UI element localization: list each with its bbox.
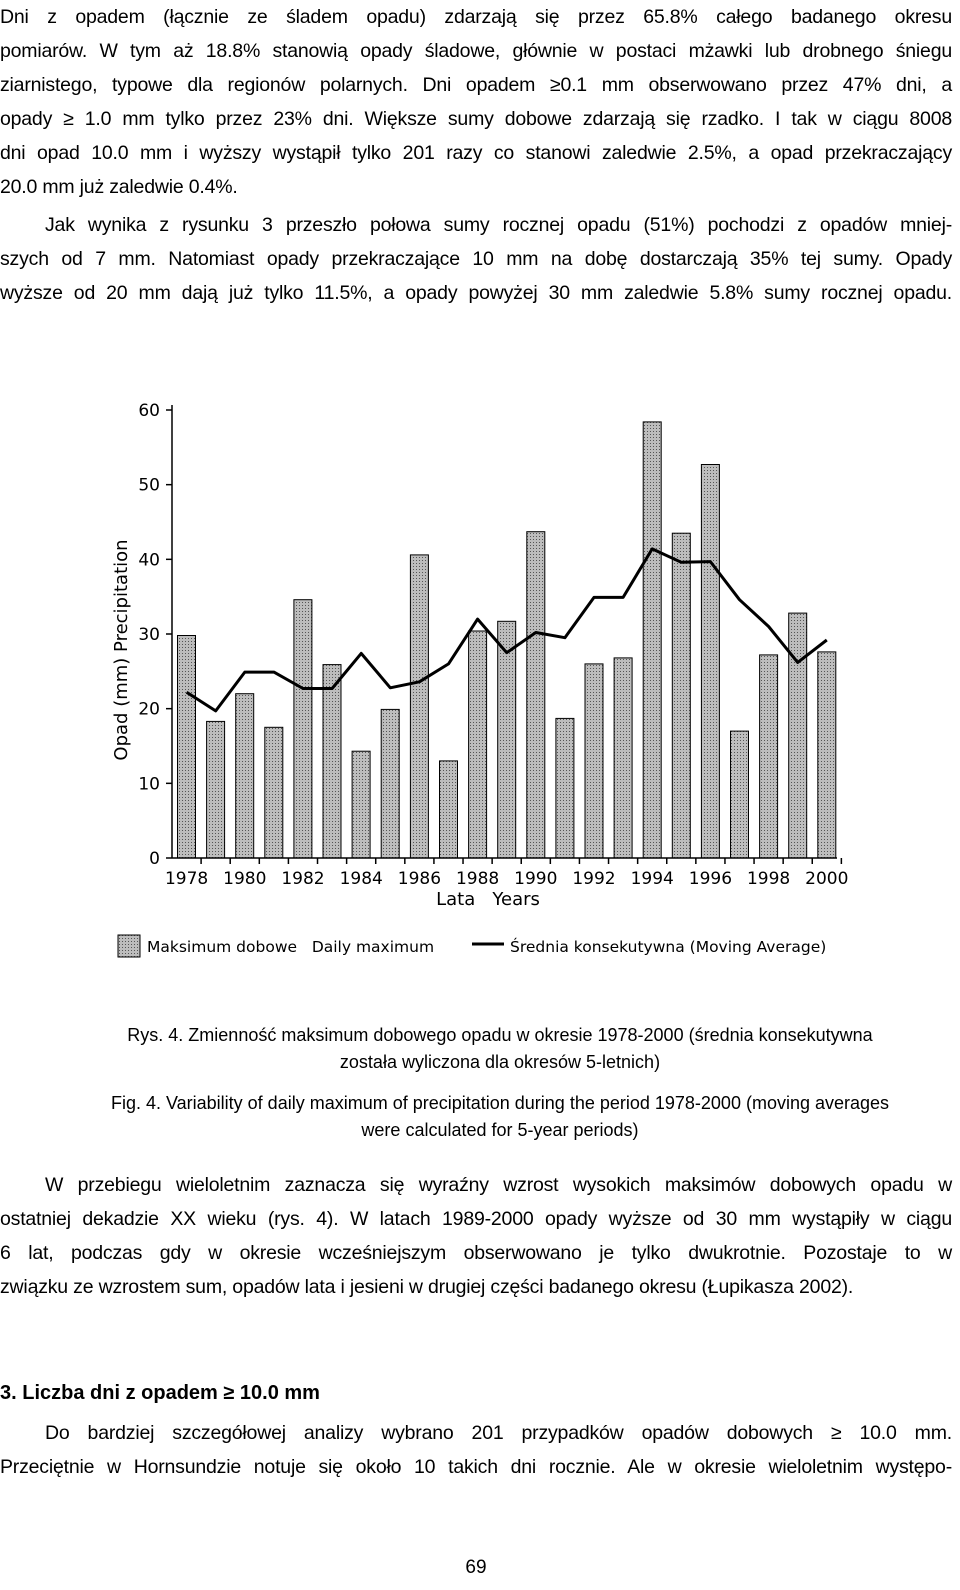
bar-1988 — [469, 631, 487, 858]
x-tick-label: 1980 — [223, 869, 267, 889]
paragraph-days-over-10mm — [0, 1416, 952, 1484]
text-line: 20.0 mm już zaledwie 0.4%. — [0, 176, 238, 198]
text-line: opady ≥ 1.0 mm tylko przez 23% dni. Większe sumy dobowe zdarzają się rzadko. I tak w ciągu 8008 — [0, 108, 952, 130]
x-tick-label: 1982 — [281, 869, 325, 889]
y-tick-label: 20 — [138, 699, 160, 720]
bar-1993 — [614, 658, 632, 858]
x-tick-label: 1996 — [688, 869, 733, 889]
x-tick-label: 1986 — [397, 869, 442, 889]
x-tick-label: 1984 — [339, 869, 383, 889]
bar-1979 — [207, 721, 225, 858]
bar-1982 — [294, 600, 312, 858]
bar-1989 — [498, 621, 516, 858]
paragraph-annual-sum — [0, 208, 952, 310]
bar-1981 — [265, 727, 283, 858]
paragraph-long-term-trend — [0, 1168, 952, 1304]
text-line: Dni z opadem (łącznie ze śladem opadu) zdarzają się przez 65.8% całego badanego okresu — [0, 6, 952, 28]
page-number: 69 — [465, 1557, 487, 1578]
bar-1984 — [352, 751, 370, 858]
figure-daily-maximum-chart — [110, 395, 885, 995]
legend-label-line: Średnia konsekutywna (Moving Average) — [510, 938, 827, 956]
text-line: szych od 7 mm. Natomiast opady przekraczające 10 mm na dobę dostarczają 35% tej sumy. Opady — [0, 248, 952, 270]
text-line: W przebiegu wieloletnim zaznacza się wyraźny wzrost wysokich maksimów dobowych opadu w — [45, 1174, 952, 1196]
paragraph-precipitation-days — [0, 0, 952, 204]
x-axis-label: Lata Years — [436, 889, 540, 910]
bar-1995 — [672, 533, 690, 858]
bar-1985 — [381, 709, 399, 858]
text-line: związku ze wzrostem sum, opadów lata i jesieni w drugiej części badanego okresu (Łupikasza 2002). — [0, 1276, 854, 1298]
bar-1983 — [323, 665, 341, 858]
caption-line: została wyliczona dla okresów 5-letnich) — [339, 1052, 661, 1072]
text-line: ostatniej dekadzie XX wieku (rys. 4). W latach 1989-2000 opady wyższe od 30 mm wystąpiły w ciągu — [0, 1208, 952, 1230]
x-tick-label: 1990 — [514, 869, 558, 889]
x-tick-label: 1994 — [630, 869, 674, 889]
x-tick-label: 1978 — [164, 869, 209, 889]
bar-1986 — [410, 555, 428, 858]
text-line: Jak wynika z rysunku 3 przeszło połowa sumy rocznej opadu (51%) pochodzi z opadów mniej- — [45, 214, 952, 236]
caption-line: were calculated for 5-year periods) — [361, 1120, 639, 1140]
caption-line: Rys. 4. Zmienność maksimum dobowego opadu w okresie 1978-2000 (średnia konsekutywna — [127, 1025, 873, 1045]
x-tick-label: 1988 — [455, 869, 500, 889]
legend-label-bar: Maksimum dobowe Daily maximum — [147, 938, 435, 956]
bar-1980 — [236, 694, 254, 858]
y-tick-label: 30 — [138, 625, 160, 645]
bar-1992 — [585, 664, 603, 858]
y-axis-label: Opad (mm) Precipitation — [111, 539, 132, 761]
text-line: 6 lat, podczas gdy w okresie wcześniejszym obserwowano je tylko dwukrotnie. Pozostaje to w — [0, 1242, 952, 1264]
x-tick-label: 1992 — [572, 869, 616, 889]
caption-line: Fig. 4. Variability of daily maximum of precipitation during the period 1978-2000 (moving averages — [110, 1093, 890, 1113]
text-line: dni opad 10.0 mm i wyższy wystąpił tylko 201 razy co stanowi zaledwie 2.5%, a opad przekraczający — [0, 142, 952, 164]
y-tick-label: 10 — [138, 774, 160, 795]
x-tick-label: 1998 — [746, 869, 791, 889]
y-tick-label: 50 — [138, 475, 160, 496]
bar-1997 — [731, 731, 749, 858]
y-tick-label: 40 — [138, 550, 160, 571]
text-line: wyższe od 20 mm dają już tylko 11.5%, a opady powyżej 30 mm zaledwie 5.8% sumy rocznej opadu. — [0, 282, 952, 304]
legend-swatch-bar — [118, 935, 140, 957]
chart-svg — [110, 395, 885, 995]
text-line: Przeciętnie w Hornsundzie notuje się około 10 takich dni rocznie. Ale w okresie wieloletnim występo- — [0, 1456, 952, 1478]
text-line: pomiarów. W tym aż 18.8% stanowią opady śladowe, głównie w postaci mżawki lub drobnego śniegu — [0, 40, 952, 62]
bar-1991 — [556, 718, 574, 858]
figure-caption-english — [60, 1090, 940, 1144]
text-line: ziarnistego, typowe dla regionów polarnych. Dni opadem ≥0.1 mm obserwowano przez 47% dni, a — [0, 74, 952, 96]
chart-legend — [118, 935, 826, 957]
figure-caption-polish — [60, 1022, 940, 1076]
bar-1987 — [440, 761, 458, 858]
section-heading: 3. Liczba dni z opadem ≥ 10.0 mm — [0, 1382, 320, 1404]
y-tick-label: 60 — [138, 401, 160, 421]
bar-1990 — [527, 532, 545, 858]
x-tick-label: 2000 — [805, 869, 849, 889]
bar-1999 — [789, 613, 807, 858]
bar-1998 — [760, 655, 778, 858]
bar-1994 — [643, 422, 661, 858]
text-line: Do bardziej szczegółowej analizy wybrano 201 przypadków opadów dobowych ≥ 10.0 mm. — [45, 1422, 952, 1444]
bar-1978 — [178, 636, 196, 859]
y-tick-label: 0 — [149, 849, 160, 869]
bar-1996 — [701, 465, 719, 859]
bar-2000 — [818, 652, 836, 858]
